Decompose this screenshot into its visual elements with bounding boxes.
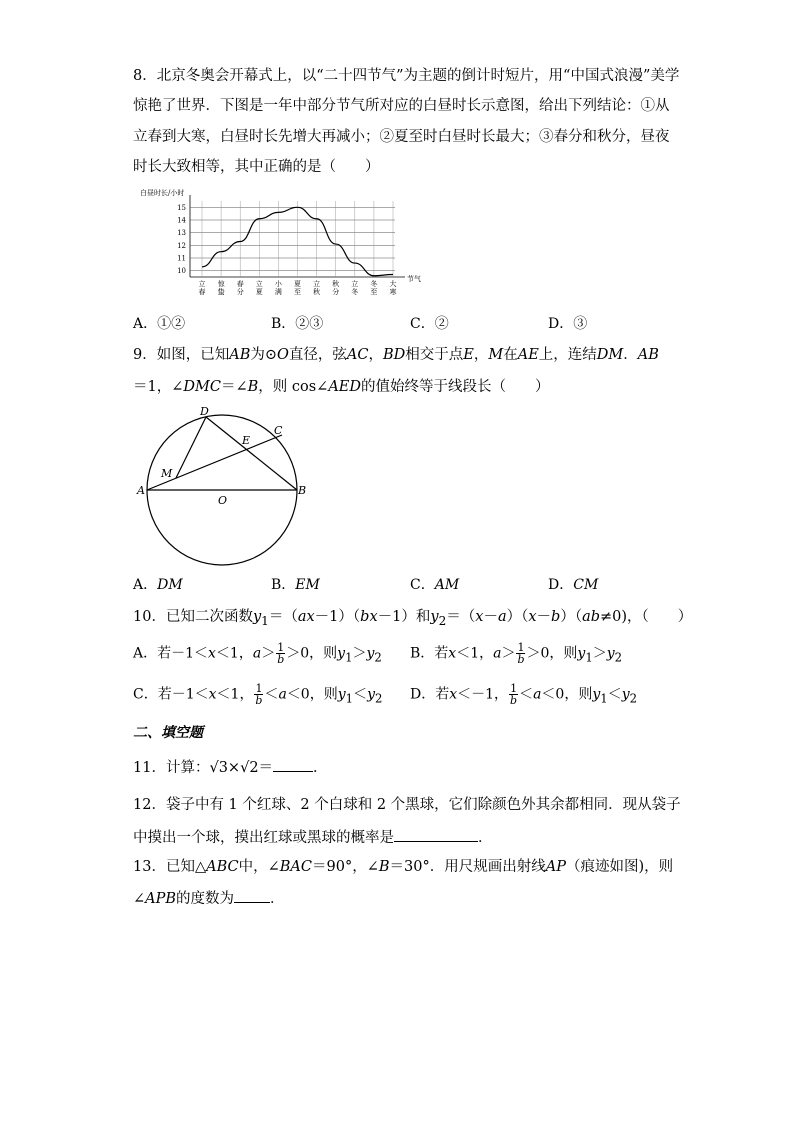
q8-line3: 立春到大寒，白昼时长先增大再减小；②夏至时白昼时长最大；③春分和秋分，昼夜: [133, 129, 670, 145]
q10-option-a: A．若－1＜x＜1，a＞ $\frac{1}{b}$ ＞0，则$y_1>y_2$: [133, 641, 382, 666]
chart-xtick-label: 至: [294, 288, 301, 296]
q11-answer-blank[interactable]: [273, 757, 313, 772]
chart-xtick-label: 立: [313, 280, 321, 288]
q8-option-a: A．①②: [133, 316, 186, 332]
chart-xtick-label: 分: [332, 288, 340, 296]
chart-ytick-label: 12: [177, 241, 186, 250]
q12-answer-blank[interactable]: [394, 827, 478, 842]
chart-ytick-label: 13: [177, 229, 186, 238]
q8-line4: 时长大致相等，其中正确的是（ ）: [133, 159, 380, 175]
chart-xtick-label: 春: [236, 280, 244, 288]
q13-answer-blank[interactable]: [234, 888, 270, 903]
chart-xtick-label: 秋: [332, 280, 340, 288]
chart-xtick-label: 小: [274, 280, 282, 288]
label-O: O: [218, 494, 228, 507]
q9-line2: ＝1，∠DMC＝∠B，则 cos∠AED的值始终等于线段长（ ）: [133, 379, 550, 395]
section-title-fill-in: 二、填空题: [133, 725, 203, 741]
chart-xtick-label: 寒: [389, 288, 397, 296]
q8-option-d: D．③: [548, 316, 588, 332]
chart-xtick-label: 惊: [217, 280, 225, 288]
chart-ylabel: 白昼时长/小时: [140, 189, 185, 197]
chart-xtick-label: 至: [370, 288, 378, 296]
label-C: C: [274, 424, 283, 437]
q10-stem: 10．已知二次函数$y_1=(ax-1)(bx-1)$和$y_2=(x-a)(x-b)(ab\ne 0)$，（ ）: [133, 609, 693, 628]
q13-line2: ∠APB的度数为 ．: [133, 888, 285, 909]
chart-xtick-label: 冬: [370, 280, 378, 288]
q9-line1: 9．如图，已知AB为⊙O直径，弦AC，BD相交于点E，M在AE上，连结DM．AB: [133, 347, 659, 363]
chart-ytick-label: 11: [177, 254, 186, 263]
q9-option-a: A．DM: [133, 577, 183, 593]
q9-option-b: B．EM: [271, 577, 320, 593]
chart-ytick-label: 10: [177, 267, 186, 276]
q12-line2: 中摸出一个球，摸出红球或黑球的概率是 ．: [133, 827, 493, 848]
chart-xtick-label: 夏: [294, 280, 301, 288]
chart-xtick-label: 蛰: [217, 288, 225, 296]
label-A: A: [137, 484, 145, 497]
circle-figure: [134, 405, 314, 575]
chart-xtick-label: 立: [351, 280, 359, 288]
chart-xtick-label: 大: [389, 280, 397, 288]
label-D: D: [200, 405, 209, 418]
q8-line1: 8．北京冬奥会开幕式上，以“二十四节气”为主题的倒计时短片，用“中国式浪漫”美学: [133, 68, 680, 84]
q8-option-b: B．②③: [271, 316, 324, 332]
chart-xtick-label: 夏: [255, 288, 263, 296]
label-E: E: [242, 434, 251, 447]
q10-option-d: D．若x＜－1， $\frac{1}{b}$ ＜a＜0，则$y_1<y_2$: [410, 682, 638, 707]
q12-line1: 12．袋子中有 1 个红球、2 个白球和 2 个黑球，它们除颜色外其余都相同．现从袋子: [133, 797, 681, 813]
chart-xtick-label: 秋: [313, 288, 321, 296]
chart-ytick-label: 15: [177, 203, 186, 212]
chart-xtick-label: 立: [255, 280, 263, 288]
q9-option-d: D．CM: [548, 577, 599, 593]
q8-line2: 惊艳了世界．下图是一年中部分节气所对应的白昼时长示意图，给出下列结论：①从: [133, 98, 670, 114]
chart-xlabel: 节气: [407, 275, 421, 283]
daylight-chart: [140, 187, 430, 305]
q13-line1: 13．已知△ABC中，∠BAC＝90°，∠B＝30°．用尺规画出射线AP（痕迹如图)，则: [133, 859, 674, 875]
chart-xtick-label: 春: [198, 288, 206, 296]
q11: 11．计算：√3×√2＝ ．: [133, 757, 328, 778]
chart-xtick-label: 满: [274, 288, 282, 296]
q10-option-b: B．若x＜1，a＞ $\frac{1}{b}$ ＞0，则$y_1>y_2$: [410, 641, 623, 666]
label-M: M: [161, 467, 173, 480]
chart-xtick-label: 冬: [351, 288, 359, 296]
chart-xtick-label: 立: [198, 280, 206, 288]
q9-option-c: C．AM: [410, 577, 460, 593]
chart-xtick-label: 分: [236, 288, 244, 296]
label-B: B: [298, 484, 307, 497]
chart-ytick-label: 14: [177, 216, 186, 225]
q8-option-c: C．②: [410, 316, 449, 332]
q10-option-c: C．若－1＜x＜1， $\frac{1}{b}$ ＜a＜0，则$y_1<y_2$: [133, 682, 383, 707]
